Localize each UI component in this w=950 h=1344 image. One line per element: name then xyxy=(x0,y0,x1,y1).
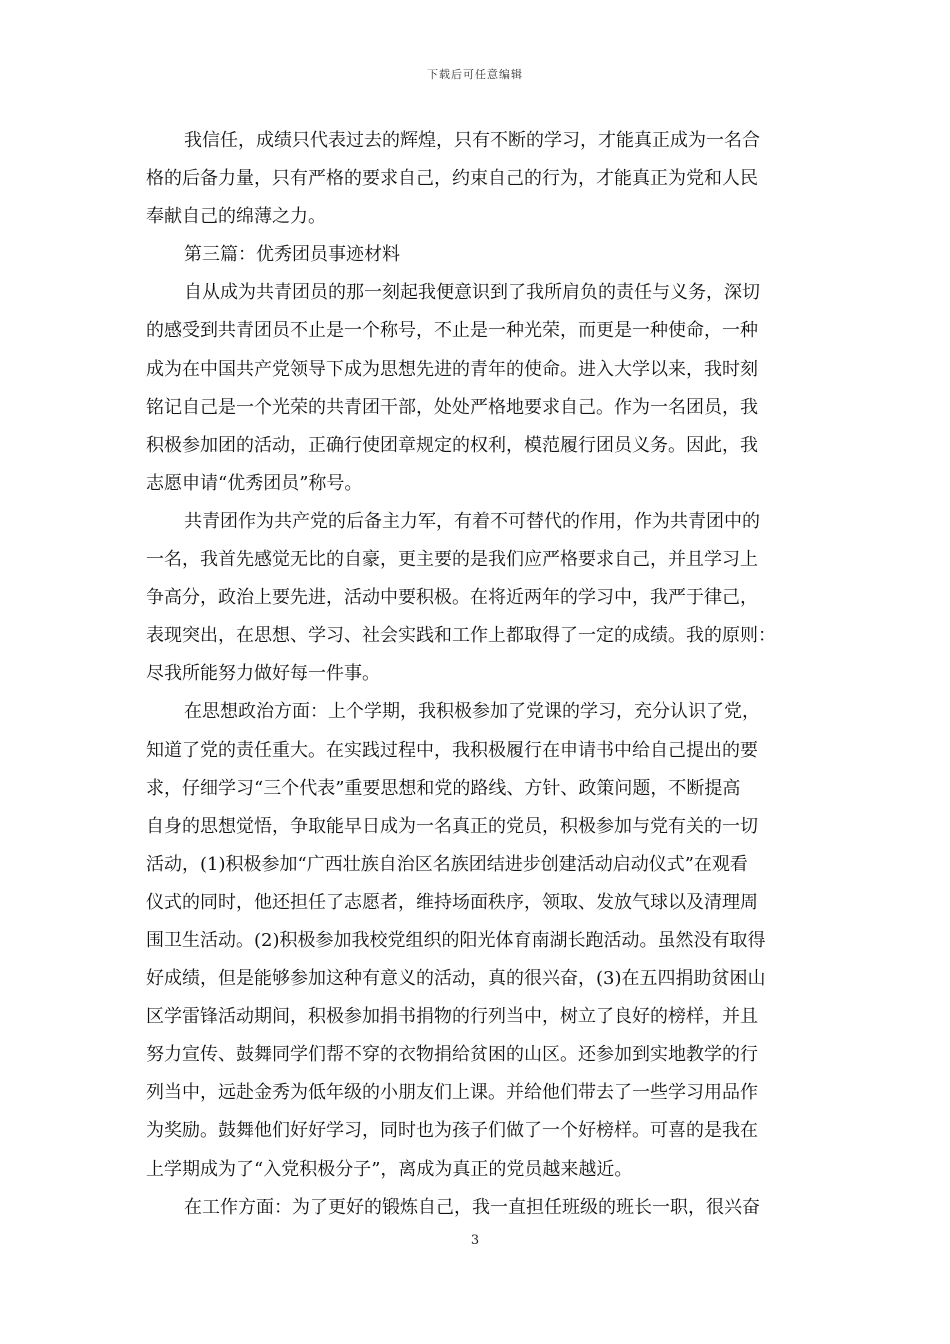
document-body xyxy=(146,122,806,1227)
section-heading: 第三篇：优秀团员事迹材料 xyxy=(184,244,400,266)
paragraph-line: 活动，(1)积极参加“广西壮族自治区名族团结进步创建活动启动仪式”在观看 xyxy=(146,853,748,875)
paragraph-line: 奉献自己的绵薄之力。 xyxy=(146,206,326,228)
paragraph-line: 积极参加团的活动，正确行使团章规定的权利，模范履行团员义务。因此，我 xyxy=(146,434,758,456)
paragraph-line: 区学雷锋活动期间，积极参加捐书捐物的行列当中，树立了良好的榜样，并且 xyxy=(146,1006,758,1028)
paragraph-line: 格的后备力量，只有严格的要求自己，约束自己的行为，才能真正为党和人民 xyxy=(146,168,758,190)
paragraph-line: 争高分，政治上要先进，活动中要积极。在将近两年的学习中，我严于律己， xyxy=(146,587,758,609)
paragraph-line: 为奖励。鼓舞他们好好学习，同时也为孩子们做了一个好榜样。可喜的是我在 xyxy=(146,1120,758,1142)
paragraph-line: 铭记自己是一个光荣的共青团干部，处处严格地要求自己。作为一名团员，我 xyxy=(146,396,758,418)
paragraph-line: 在工作方面：为了更好的锻炼自己，我一直担任班级的班长一职，很兴奋 xyxy=(184,1196,760,1218)
paragraph-line: 在思想政治方面：上个学期，我积极参加了党课的学习，充分认识了党， xyxy=(184,701,760,723)
paragraph-line: 自身的思想觉悟，争取能早日成为一名真正的党员，积极参加与党有关的一切 xyxy=(146,815,758,837)
paragraph-line: 成为在中国共产党领导下成为思想先进的青年的使命。进入大学以来，我时刻 xyxy=(146,358,758,380)
paragraph-line: 上学期成为了“入党积极分子”，离成为真正的党员越来越近。 xyxy=(146,1158,633,1180)
page-number: 3 xyxy=(470,1233,480,1248)
paragraph-line: 志愿申请“优秀团员”称号。 xyxy=(146,472,363,494)
paragraph-line: 表现突出，在思想、学习、社会实践和工作上都取得了一定的成绩。我的原则： xyxy=(146,625,776,647)
paragraph-line: 求，仔细学习“三个代表”重要思想和党的路线、方针、政策问题，不断提高 xyxy=(146,777,741,799)
paragraph-line: 知道了党的责任重大。在实践过程中，我积极履行在申请书中给自己提出的要 xyxy=(146,739,758,761)
paragraph-line: 列当中，远赴金秀为低年级的小朋友们上课。并给他们带去了一些学习用品作 xyxy=(146,1082,758,1104)
page-header: 下载后可任意编辑 xyxy=(427,68,523,81)
paragraph-line: 围卫生活动。(2)积极参加我校党组织的阳光体育南湖长跑活动。虽然没有取得 xyxy=(146,929,766,951)
paragraph-line: 一名，我首先感觉无比的自豪，更主要的是我们应严格要求自己，并且学习上 xyxy=(146,549,758,571)
paragraph-line: 自从成为共青团员的那一刻起我便意识到了我所肩负的责任与义务，深切 xyxy=(184,282,760,304)
paragraph-line: 我信任，成绩只代表过去的辉煌，只有不断的学习，才能真正成为一名合 xyxy=(184,130,760,151)
paragraph-line: 仪式的同时，他还担任了志愿者，维持场面秩序，领取、发放气球以及清理周 xyxy=(146,891,758,913)
paragraph-line: 努力宣传、鼓舞同学们帮不穿的衣物捐给贫困的山区。还参加到实地教学的行 xyxy=(146,1044,758,1066)
paragraph-line: 的感受到共青团员不止是一个称号，不止是一种光荣，而更是一种使命，一种 xyxy=(146,320,758,342)
paragraph-line: 好成绩，但是能够参加这种有意义的活动，真的很兴奋，(3)在五四捐助贫困山 xyxy=(146,968,766,990)
paragraph-line: 尽我所能努力做好每一件事。 xyxy=(146,663,380,685)
paragraph-line: 共青团作为共产党的后备主力军，有着不可替代的作用，作为共青团中的 xyxy=(184,510,760,532)
